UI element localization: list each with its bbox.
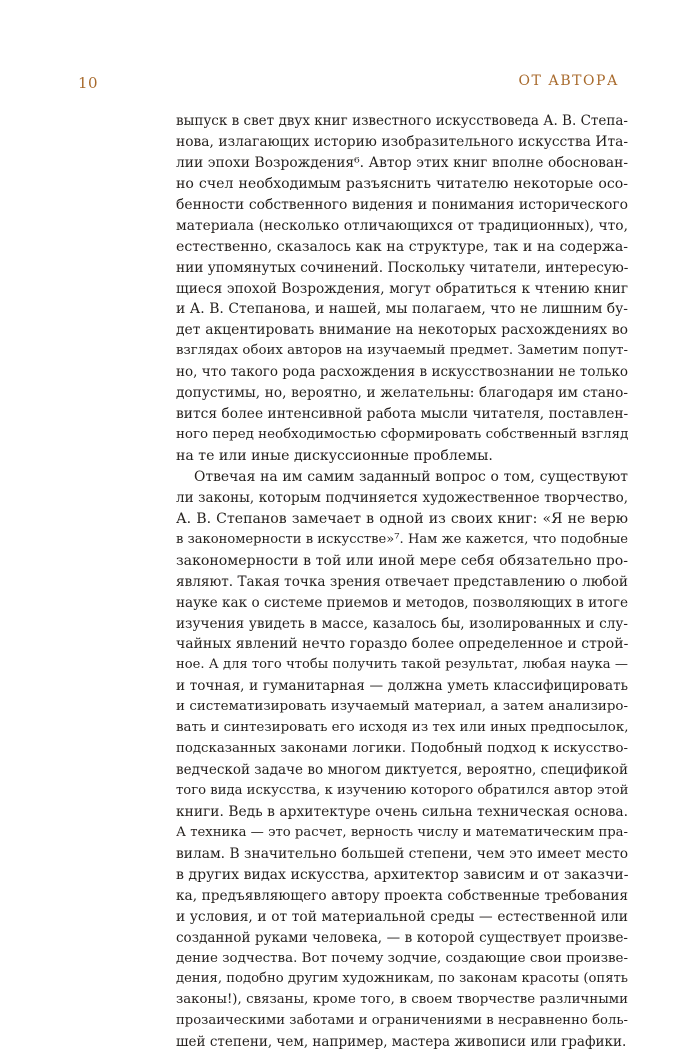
text-line: и систематизировать изучаемый материал, а затем анализиро- xyxy=(176,699,628,715)
text-line: и условия, и от той материальной среды — естественной или xyxy=(176,908,628,925)
text-line: в других видах искусства, архитектор зависим и от заказчи- xyxy=(176,866,629,883)
text-line: вать и синтезировать его исходя из тех или иных предпосылок, xyxy=(176,720,629,736)
text-line: прозаическими заботами и ограничениями в несравненно боль- xyxy=(176,1013,628,1029)
text-line: нова, излагающих историю изобразительного искусства Ита- xyxy=(176,133,628,150)
text-line: дения, подобно другим художникам, по законам красоты (опять xyxy=(176,971,628,987)
text-line: вилам. В значительно большей степени, чем это имеет место xyxy=(176,845,629,862)
text-line: бенности собственного видения и понимания исторического xyxy=(176,196,628,213)
text-line: лии эпохи Возрождения⁶. Автор этих книг вполне обоснован- xyxy=(176,154,628,171)
text-line: ка, предъявляющего автору проекта собственные требования xyxy=(176,887,628,904)
text-line: и точная, и гуманитарная — должна уметь классифицировать xyxy=(176,678,628,695)
text-line: являют. Такая точка зрения отвечает представлению о любой xyxy=(176,573,628,590)
text-line: закономерности в той или иной мере себя обязательно про- xyxy=(176,552,628,569)
text-block xyxy=(176,111,628,1053)
text-line: А техника — это расчет, верность числу и математическим пра- xyxy=(176,824,628,840)
text-line: законы!), связаны, кроме того, в своем творчестве различными xyxy=(176,992,628,1008)
text-line: созданной руками человека, — в которой существует произве- xyxy=(176,929,628,946)
text-line: книги. Ведь в архитектуре очень сильна техническая основа. xyxy=(176,803,628,820)
text-line: на те или иные дискуссионные проблемы. xyxy=(176,448,493,464)
text-line: выпуск в свет двух книг известного искусствоведа А. В. Степа- xyxy=(176,113,628,129)
text-line: нии упомянутых сочинений. Поскольку читатели, интересую- xyxy=(176,259,629,276)
text-line: дение зодчества. Вот почему зодчие, создающие свои произве- xyxy=(176,950,628,966)
text-line: ли законы, которым подчиняется художественное творчество, xyxy=(176,489,628,506)
text-line: А. В. Степанов замечает в одной из своих книг: «Я не верю xyxy=(176,510,628,527)
text-line: взглядах обоих авторов на изучаемый предмет. Заметим попут- xyxy=(176,343,628,359)
text-line: щиеся эпохой Возрождения, могут обратиться к чтению книг xyxy=(176,280,628,297)
paragraph xyxy=(176,111,628,467)
text-line: изучения увидеть в массе, казалось бы, изолированных и слу- xyxy=(176,615,628,632)
paragraph xyxy=(176,467,628,1053)
text-line: в закономерности в искусстве»⁷. Нам же кажется, что подобные xyxy=(176,531,628,547)
text-line: чайных явлений нечто гораздо более определенное и строй- xyxy=(176,636,629,653)
text-line: ное. А для того чтобы получить такой результат, любая наука — xyxy=(176,657,628,673)
text-line: но, что такого рода расхождения в искусствознании не только xyxy=(176,364,628,381)
text-line: шей степени, чем, например, мастера живописи или графики. xyxy=(176,1034,627,1051)
text-line: материала (несколько отличающихся от традиционных), что, xyxy=(176,217,628,234)
text-line: того вида искусства, к изучению которого обратился автор этой xyxy=(176,783,629,798)
running-head: ОТ АВТОРА xyxy=(518,73,619,89)
text-line: ведческой задаче во многом диктуется, вероятно, спецификой xyxy=(176,762,628,779)
text-line: естественно, сказалось как на структуре, так и на содержа- xyxy=(176,238,628,255)
text-line: дет акцентировать внимание на некоторых расхождениях во xyxy=(176,322,628,339)
text-line: науке как о системе приемов и методов, позволяющих в итоге xyxy=(176,594,629,611)
text-line: но счел необходимым разъяснить читателю некоторые осо- xyxy=(176,175,628,192)
text-line: и А. В. Степанова, и нашей, мы полагаем, что не лишним бу- xyxy=(176,301,628,318)
text-line: допустимы, но, вероятно, и желательны: благодаря им стано- xyxy=(176,385,628,402)
text-line: ного перед необходимостью сформировать собственный взгляд xyxy=(176,427,629,443)
text-line: подсказанных законами логики. Подобный подход к искусство- xyxy=(176,741,628,757)
text-line: вится более интенсивной работа мысли читателя, поставлен- xyxy=(176,406,629,423)
text-line: Отвечая на им самим заданный вопрос о том, существуют xyxy=(194,468,628,485)
page-number: 10 xyxy=(78,74,99,92)
